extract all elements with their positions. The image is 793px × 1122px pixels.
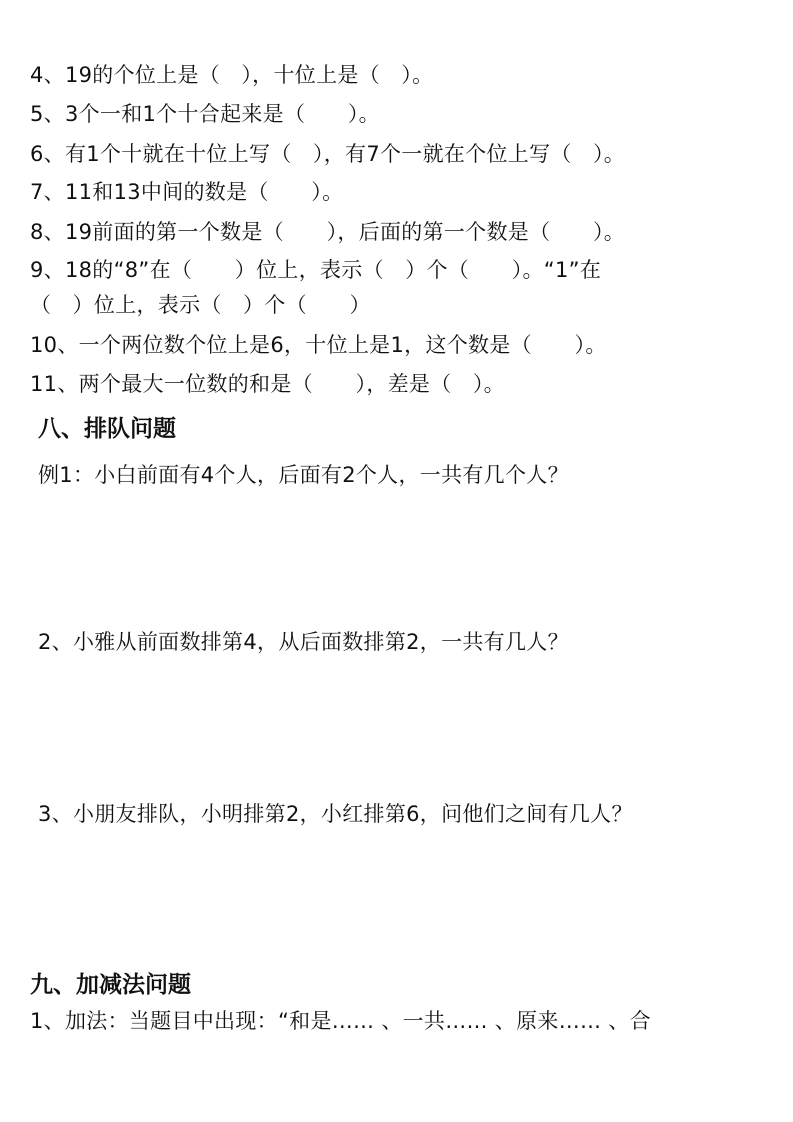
section-8-title: 八、排队问题 xyxy=(38,416,176,442)
section-9-title: 九、加减法问题 xyxy=(30,972,191,998)
question-8: 8、19前面的第一个数是（ ），后面的第一个数是（ ）。 xyxy=(30,220,626,244)
question-9-line-2: （ ）位上，表示（ ）个（ ） xyxy=(30,293,371,317)
question-4: 4、19的个位上是（ ），十位上是（ ）。 xyxy=(30,63,434,87)
question-5: 5、3个一和1个十合起来是（ ）。 xyxy=(30,102,380,126)
question-9-line-1: 9、18的“8”在（ ）位上，表示（ ）个（ ）。“1”在 xyxy=(30,258,602,282)
section-8-question-3: 3、小朋友排队，小明排第2，小红排第6，问他们之间有几人？ xyxy=(38,802,633,826)
section-8-example-1: 例1：小白前面有4个人，后面有2个人，一共有几个人？ xyxy=(38,463,569,487)
question-6: 6、有1个十就在十位上写（ ），有7个一就在个位上写（ ）。 xyxy=(30,142,626,166)
question-10: 10、一个两位数个位上是6，十位上是1，这个数是（ ）。 xyxy=(30,333,607,357)
section-9-line-1: 1、加法：当题目中出现：“和是…… 、一共…… 、原来…… 、合 xyxy=(30,1009,651,1033)
question-7: 7、11和13中间的数是（ ）。 xyxy=(30,180,344,204)
section-8-question-2: 2、小雅从前面数排第4，从后面数排第2，一共有几人？ xyxy=(38,630,569,654)
question-11: 11、两个最大一位数的和是（ ），差是（ ）。 xyxy=(30,372,505,396)
